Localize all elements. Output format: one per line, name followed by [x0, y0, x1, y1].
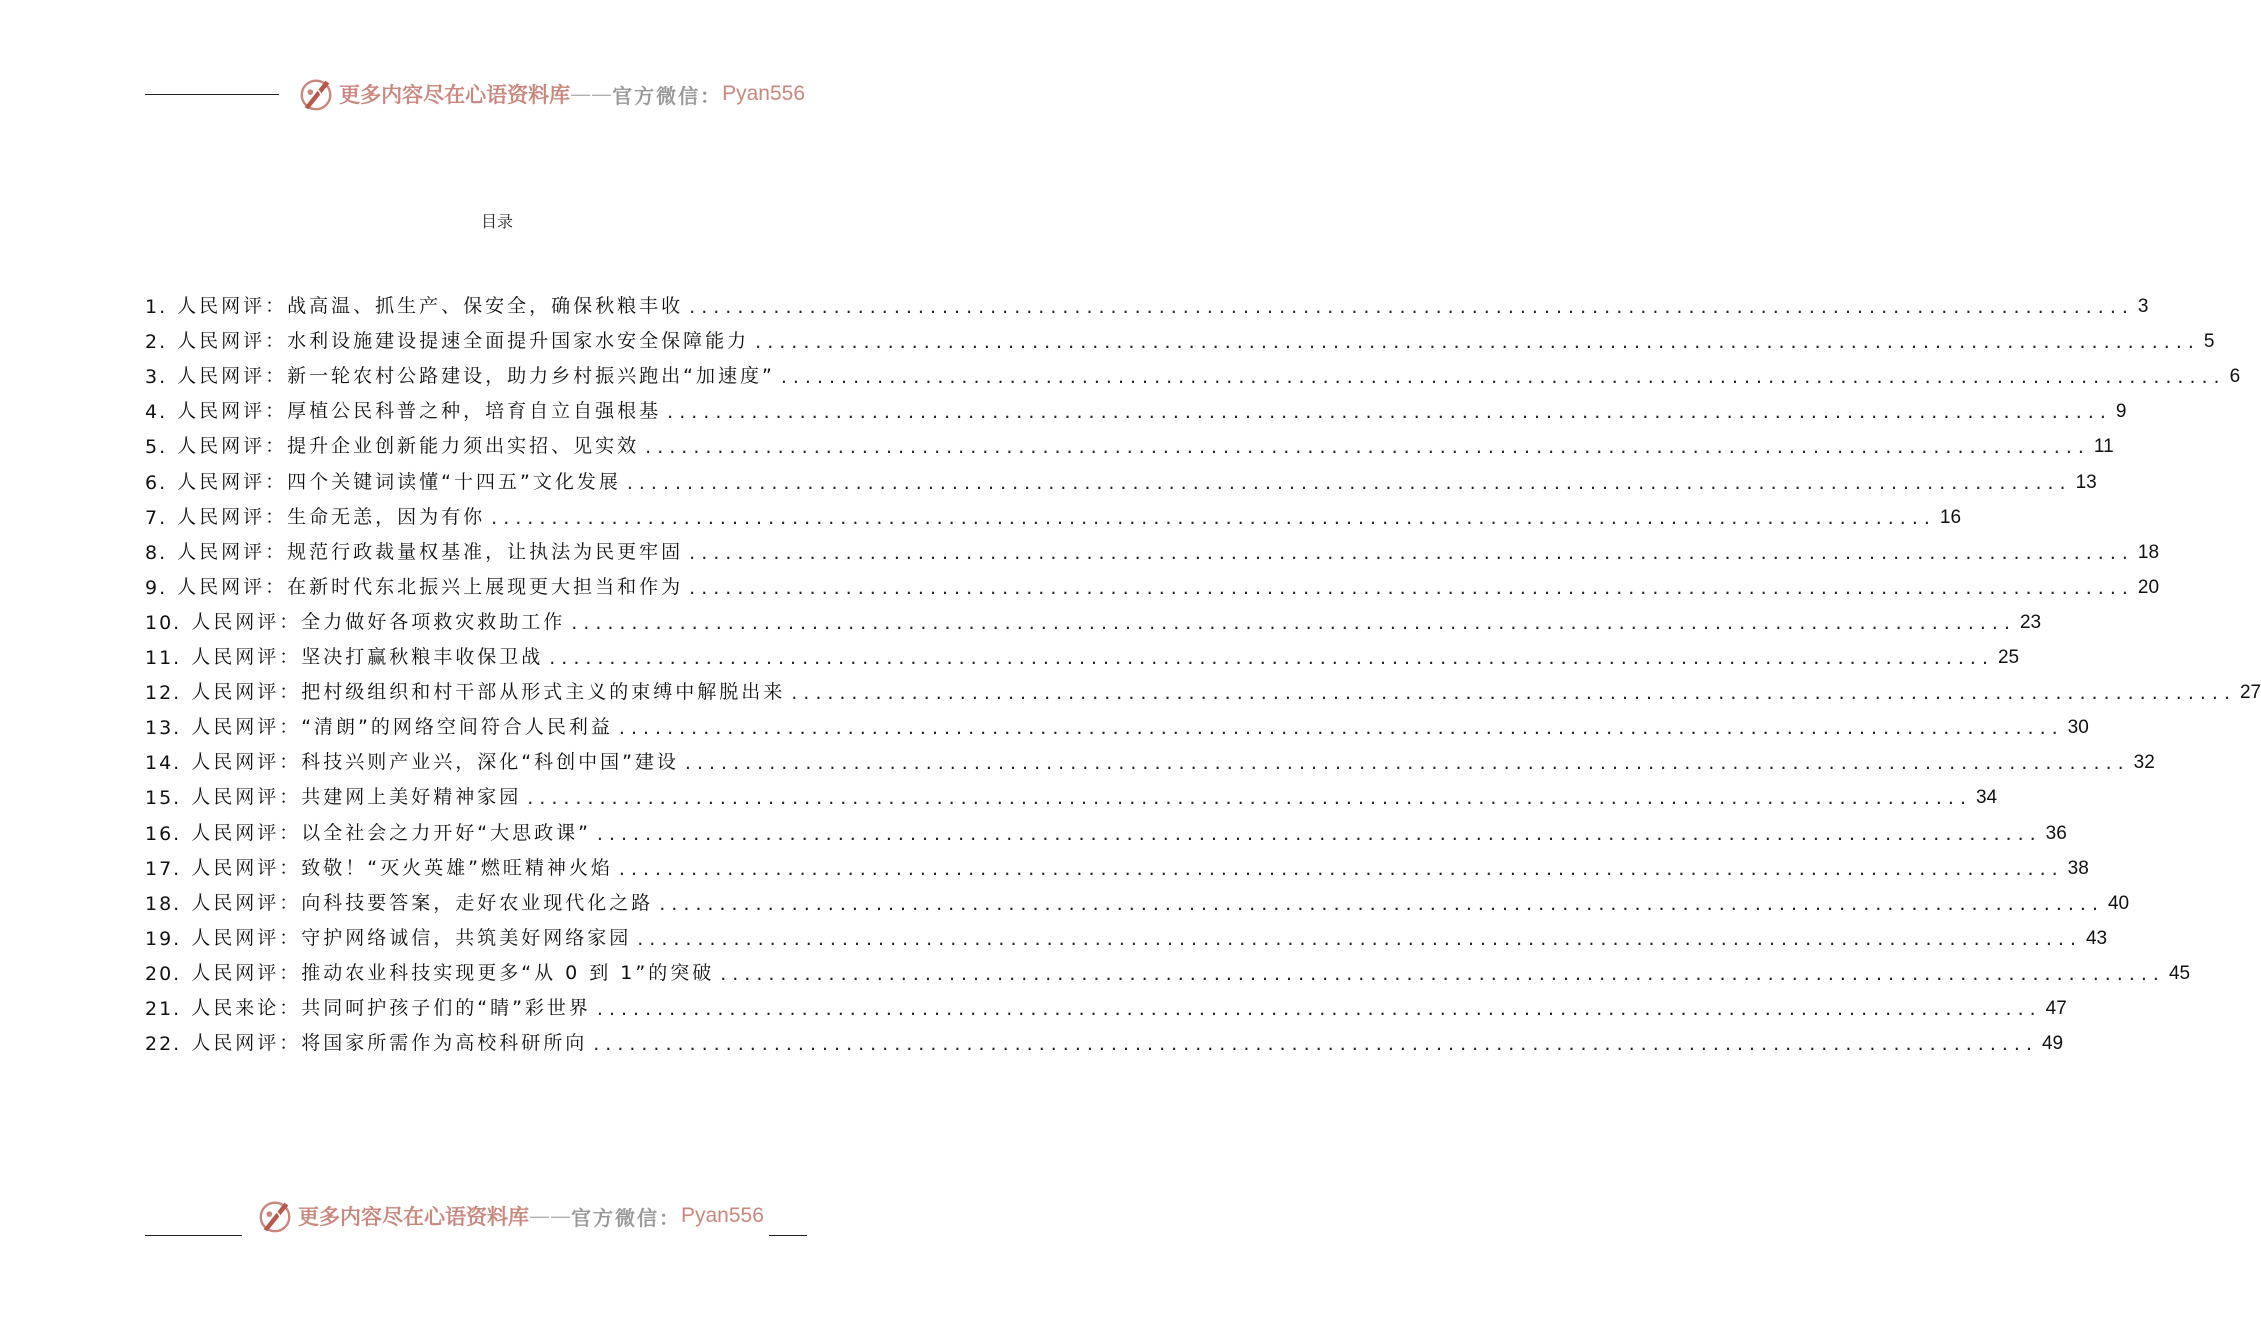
- toc-entry[interactable]: [145, 388, 2127, 424]
- quill-pen-logo-icon: [297, 75, 335, 113]
- toc-entry-page: 45: [2168, 962, 2191, 984]
- toc-entry[interactable]: [145, 283, 2149, 319]
- toc-entry[interactable]: [145, 915, 2108, 950]
- toc-entry-title: 人民网评：把村级组织和村干部从形式主义的束缚中解脱出来: [191, 681, 786, 704]
- toc-leader-dots: ........................................................................................................................: [593, 1033, 2038, 1056]
- toc-leader-dots: ........................................................................................................................: [571, 611, 2016, 634]
- toc-entry-title: 人民网评：战高温、抓生产、保安全，确保秋粮丰收: [177, 295, 684, 318]
- header-watermark: [145, 74, 805, 114]
- toc-leader-dots: ........................................................................................................................: [626, 471, 2072, 494]
- toc-leader-dots: ........................................................................................................................: [667, 401, 2112, 424]
- toc-entry-page: 43: [2085, 927, 2108, 949]
- toc-entry[interactable]: [145, 774, 1998, 810]
- toc-leader-dots: ........................................................................................................................: [689, 576, 2134, 599]
- toc-entry[interactable]: [145, 318, 2215, 354]
- footer-rule-left: [145, 1235, 242, 1236]
- toc-entry-title: 人民网评：守护网络诚信，共筑美好网络家园: [191, 926, 632, 949]
- toc-title: 目录: [480, 212, 513, 231]
- toc-entry-title: 人民网评：在新时代东北振兴上展现更大担当和作为: [177, 575, 684, 598]
- toc-entry-page: 11: [2093, 436, 2114, 458]
- toc-entry-title: 人民网评：以全社会之力开好“大思政课”: [191, 821, 591, 844]
- toc-entry-page: 9: [2115, 401, 2127, 423]
- toc-entry[interactable]: [145, 880, 2130, 915]
- watermark-wechat-id: Pyan556: [722, 82, 805, 105]
- toc-leader-dots: ........................................................................................................................: [720, 962, 2165, 985]
- toc-leader-dots: ........................................................................................................................: [791, 682, 2236, 705]
- toc-entry-title: 人民网评：向科技要答案，走好农业现代化之路: [191, 891, 654, 914]
- toc-entry-title: 人民网评：坚决打赢秋粮丰收保卫战: [191, 646, 544, 669]
- toc-entry-number: 16.: [145, 822, 182, 845]
- toc-entry-title: 人民网评：生命无恙，因为有你: [177, 505, 486, 528]
- toc-leader-dots: ........................................................................................................................: [689, 541, 2134, 564]
- toc-entry[interactable]: [145, 458, 2097, 494]
- toc-list: [145, 283, 2261, 1056]
- toc-entry-page: 16: [1939, 506, 1962, 528]
- toc-entry[interactable]: [145, 809, 2067, 845]
- toc-leader-dots: ........................................................................................................................: [596, 997, 2042, 1020]
- toc-leader-dots: ........................................................................................................................: [637, 927, 2082, 950]
- toc-entry[interactable]: [145, 423, 2114, 459]
- toc-entry-page: 30: [2067, 717, 2089, 739]
- toc-entry-page: 23: [2019, 611, 2042, 633]
- toc-entry-number: 14.: [145, 752, 182, 775]
- toc-entry-number: 10.: [145, 611, 182, 634]
- toc-entry-page: 32: [2133, 752, 2155, 774]
- toc-entry-title: 人民网评：四个关键词读懂“十四五”文化发展: [177, 470, 621, 493]
- toc-leader-dots: ........................................................................................................................: [549, 647, 1994, 670]
- toc-entry-title: 人民网评：新一轮农村公路建设，助力乡村振兴跑出“加速度”: [177, 365, 775, 388]
- toc-entry-page: 34: [1975, 787, 1998, 809]
- toc-entry-page: 18: [2137, 541, 2160, 563]
- toc-leader-dots: ........................................................................................................................: [596, 822, 2042, 845]
- toc-entry[interactable]: [145, 564, 2160, 599]
- toc-entry[interactable]: [145, 985, 2067, 1020]
- watermark-wechat-label: 官方微信：: [571, 1205, 681, 1230]
- header-rule-left: [145, 94, 279, 95]
- toc-entry-number: 21.: [145, 997, 182, 1020]
- toc-entry-page: 36: [2045, 822, 2067, 844]
- watermark-text: 更多内容尽在心语资料库: [298, 1204, 529, 1229]
- toc-entry-title: 人民网评：推动农业科技实现更多“从 0 到 1”的突破: [191, 961, 715, 984]
- toc-leader-dots: ........................................................................................................................: [645, 436, 2090, 459]
- toc-entry-number: 17.: [145, 857, 182, 880]
- watermark-wechat-label: 官方微信：: [612, 83, 723, 108]
- toc-entry-title: 人民网评：致敬！“灭火英雄”燃旺精神火焰: [191, 856, 613, 879]
- toc-entry[interactable]: [145, 669, 2261, 705]
- toc-entry-number: 20.: [145, 962, 182, 985]
- toc-leader-dots: ........................................................................................................................: [618, 857, 2064, 880]
- toc-entry[interactable]: [145, 353, 2241, 389]
- toc-leader-dots: ........................................................................................................................: [780, 366, 2226, 389]
- toc-entry-page: 49: [2041, 1033, 2064, 1055]
- toc-entry-page: 25: [1997, 647, 2020, 669]
- watermark-separator: ——: [570, 82, 613, 106]
- watermark-wechat-id: Pyan556: [681, 1204, 764, 1227]
- toc-entry-number: 8.: [145, 541, 168, 564]
- toc-entry-number: 11.: [145, 647, 182, 670]
- toc-entry-number: 9.: [145, 576, 168, 599]
- toc-entry-page: 3: [2137, 296, 2149, 318]
- toc-entry[interactable]: [145, 494, 1962, 529]
- toc-entry-number: 2.: [145, 331, 168, 354]
- toc-entry[interactable]: [145, 1020, 2064, 1056]
- toc-entry-title: 人民网评：共建网上美好精神家园: [191, 786, 522, 809]
- toc-entry-number: 13.: [145, 717, 182, 740]
- quill-pen-logo-icon: [256, 1197, 294, 1235]
- toc-leader-dots: ........................................................................................................................: [659, 892, 2104, 915]
- toc-leader-dots: ........................................................................................................................: [755, 331, 2200, 354]
- watermark-separator: ——: [529, 1204, 571, 1228]
- toc-entry-number: 4.: [145, 401, 168, 424]
- toc-entry-page: 20: [2137, 576, 2160, 598]
- toc-leader-dots: ........................................................................................................................: [689, 296, 2134, 319]
- toc-entry-title: 人民网评：将国家所需作为高校科研所向: [191, 1032, 588, 1055]
- toc-entry-number: 19.: [145, 927, 182, 950]
- toc-entry-title: 人民网评：厚植公民科普之种，培育自立自强根基: [177, 400, 662, 423]
- toc-leader-dots: ........................................................................................................................: [684, 752, 2130, 775]
- toc-leader-dots: ........................................................................................................................: [618, 717, 2064, 740]
- toc-entry-number: 15.: [145, 787, 182, 810]
- toc-entry-title: 人民网评：提升企业创新能力须出实招、见实效: [177, 435, 640, 458]
- footer-watermark: [145, 1196, 807, 1236]
- toc-entry-number: 3.: [145, 366, 168, 389]
- toc-entry[interactable]: [145, 845, 2089, 880]
- toc-entry-page: 13: [2075, 471, 2097, 493]
- toc-leader-dots: ........................................................................................................................: [527, 787, 1972, 810]
- toc-entry-number: 1.: [145, 296, 168, 319]
- toc-entry-page: 5: [2203, 331, 2215, 353]
- toc-entry-page: 27: [2239, 682, 2261, 704]
- toc-entry-title: 人民来论：共同呵护孩子们的“睛”彩世界: [191, 996, 591, 1019]
- toc-entry-number: 12.: [145, 682, 182, 705]
- toc-entry-page: 6: [2229, 366, 2241, 388]
- toc-entry[interactable]: [145, 634, 2020, 670]
- watermark-text: 更多内容尽在心语资料库: [339, 82, 571, 107]
- toc-entry-number: 5.: [145, 436, 168, 459]
- toc-entry-title: 人民网评：“清朗”的网络空间符合人民利益: [191, 716, 613, 739]
- toc-entry[interactable]: [145, 599, 2042, 634]
- toc-entry-title: 人民网评：科技兴则产业兴，深化“科创中国”建设: [191, 751, 679, 774]
- toc-entry-title: 人民网评：规范行政裁量权基准，让执法为民更牢固: [177, 540, 684, 563]
- toc-entry-title: 人民网评：水利设施建设提速全面提升国家水安全保障能力: [177, 330, 750, 353]
- toc-entry[interactable]: [145, 704, 2089, 740]
- toc-entry-number: 6.: [145, 471, 168, 494]
- toc-entry-number: 22.: [145, 1033, 182, 1056]
- toc-entry-number: 18.: [145, 892, 182, 915]
- toc-entry-page: 38: [2067, 857, 2089, 879]
- toc-entry[interactable]: [145, 529, 2160, 564]
- toc-entry[interactable]: [145, 950, 2191, 985]
- toc-entry-page: 40: [2107, 892, 2130, 914]
- toc-entry-number: 7.: [145, 506, 168, 529]
- toc-entry-title: 人民网评：全力做好各项救灾救助工作: [191, 610, 566, 633]
- toc-entry[interactable]: [145, 739, 2155, 775]
- toc-leader-dots: ........................................................................................................................: [491, 506, 1936, 529]
- footer-rule-right: [769, 1235, 807, 1236]
- toc-entry-page: 47: [2045, 997, 2067, 1019]
